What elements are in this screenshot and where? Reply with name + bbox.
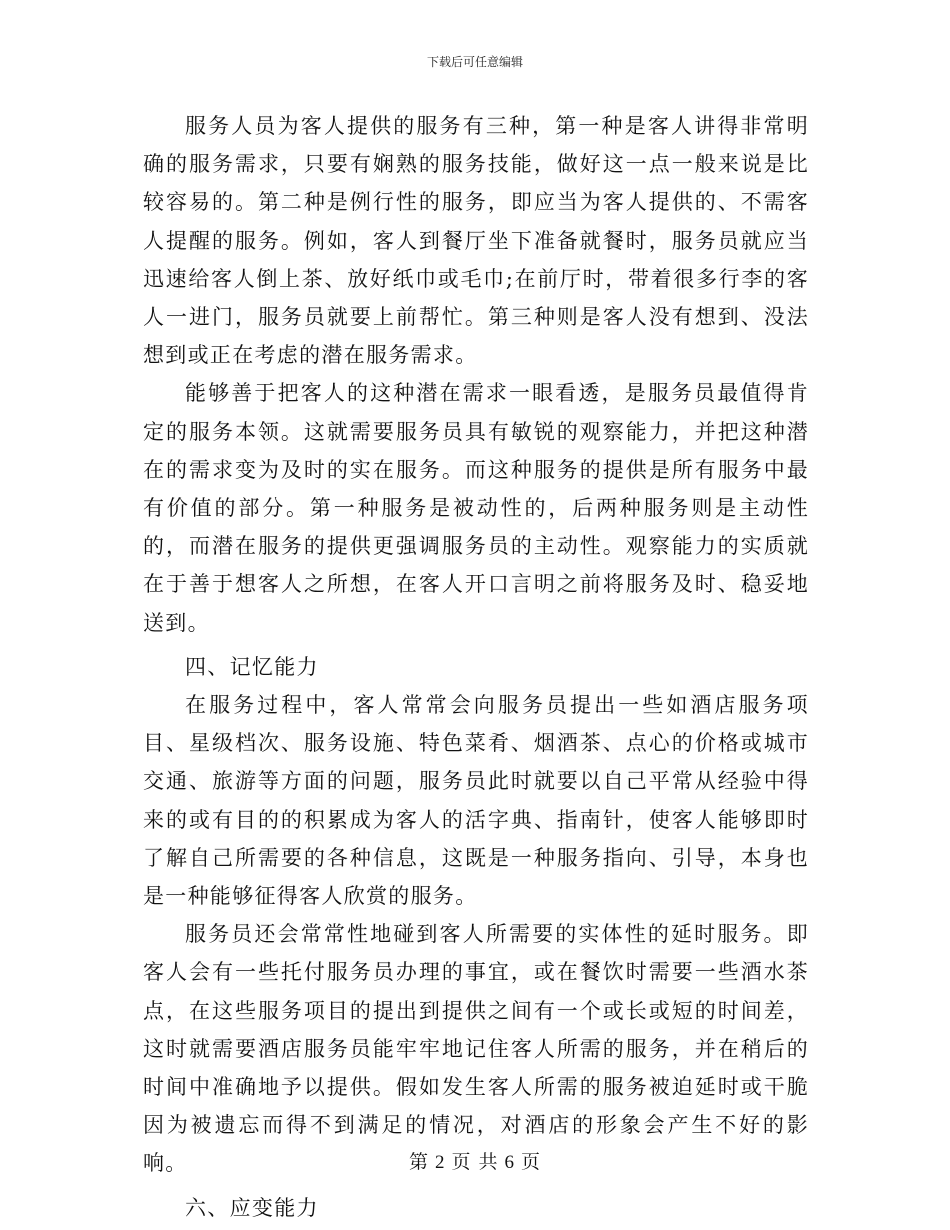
page-footer [0, 1150, 950, 1175]
footer-suffix: 页 [521, 1151, 542, 1173]
document-body [143, 107, 809, 1227]
section-heading-adaptability: 六、应变能力 [185, 1195, 319, 1220]
paragraph-service-types: 服务人员为客人提供的服务有三种，第一种是客人讲得非常明确的服务需求，只要有娴熟的服务技能，做好这一点一般来说是比较容易的。第二种是例行性的服务，即应当为客人提供的、不需客人提醒的服务。例如，客人到餐厅坐下准备就餐时，服务员就应当迅速给客人倒上茶、放好纸巾或毛巾;在前厅时，带着很多行李的客人一进门，服务员就要上前帮忙。第三种则是客人没有想到、没法想到或正在考虑的潜在服务需求。 [143, 114, 809, 368]
paragraph-delayed-service: 服务员还会常常性地碰到客人所需要的实体性的延时服务。即客人会有一些托付服务员办理的事宜，或在餐饮时需要一些酒水茶点，在这些服务项目的提出到提供之间有一个或长或短的时间差，这时就需要酒店服务员能牢牢地记住客人所需的服务，并在稍后的时间中准确地予以提供。假如发生客人所需的服务被迫延时或干脆因为被遗忘而得不到满足的情况，对酒店的形象会产生不好的影响。 [143, 922, 809, 1176]
current-page-number: 2 [434, 1152, 446, 1173]
paragraph-observation-ability: 能够善于把客人的这种潜在需求一眼看透，是服务员最值得肯定的服务本领。这就需要服务员具有敏锐的观察能力，并把这种潜在的需求变为及时的实在服务。而这种服务的提供是所有服务中最有价值的部分。第一种服务是被动性的，后两种服务则是主动性的，而潜在服务的提供更强调服务员的主动性。观察能力的实质就在于善于想客人之所想，在客人开口言明之前将服务及时、稳妥地送到。 [143, 381, 809, 635]
footer-prefix: 第 [408, 1151, 429, 1173]
footer-middle: 页 共 [451, 1151, 499, 1173]
section-heading-memory: 四、记忆能力 [185, 654, 319, 679]
page-header: 下载后可任意编辑 [426, 55, 523, 69]
paragraph-memory-questions: 在服务过程中，客人常常会向服务员提出一些如酒店服务项目、星级档次、服务设施、特色菜肴、烟酒茶、点心的价格或城市交通、旅游等方面的问题，服务员此时就要以自己平常从经验中得来的或有目的的积累成为客人的活字典、指南针，使客人能够即时了解自己所需要的各种信息，这既是一种服务指向、引导，本身也是一种能够征得客人欣赏的服务。 [143, 693, 809, 909]
total-page-number: 6 [504, 1152, 516, 1173]
